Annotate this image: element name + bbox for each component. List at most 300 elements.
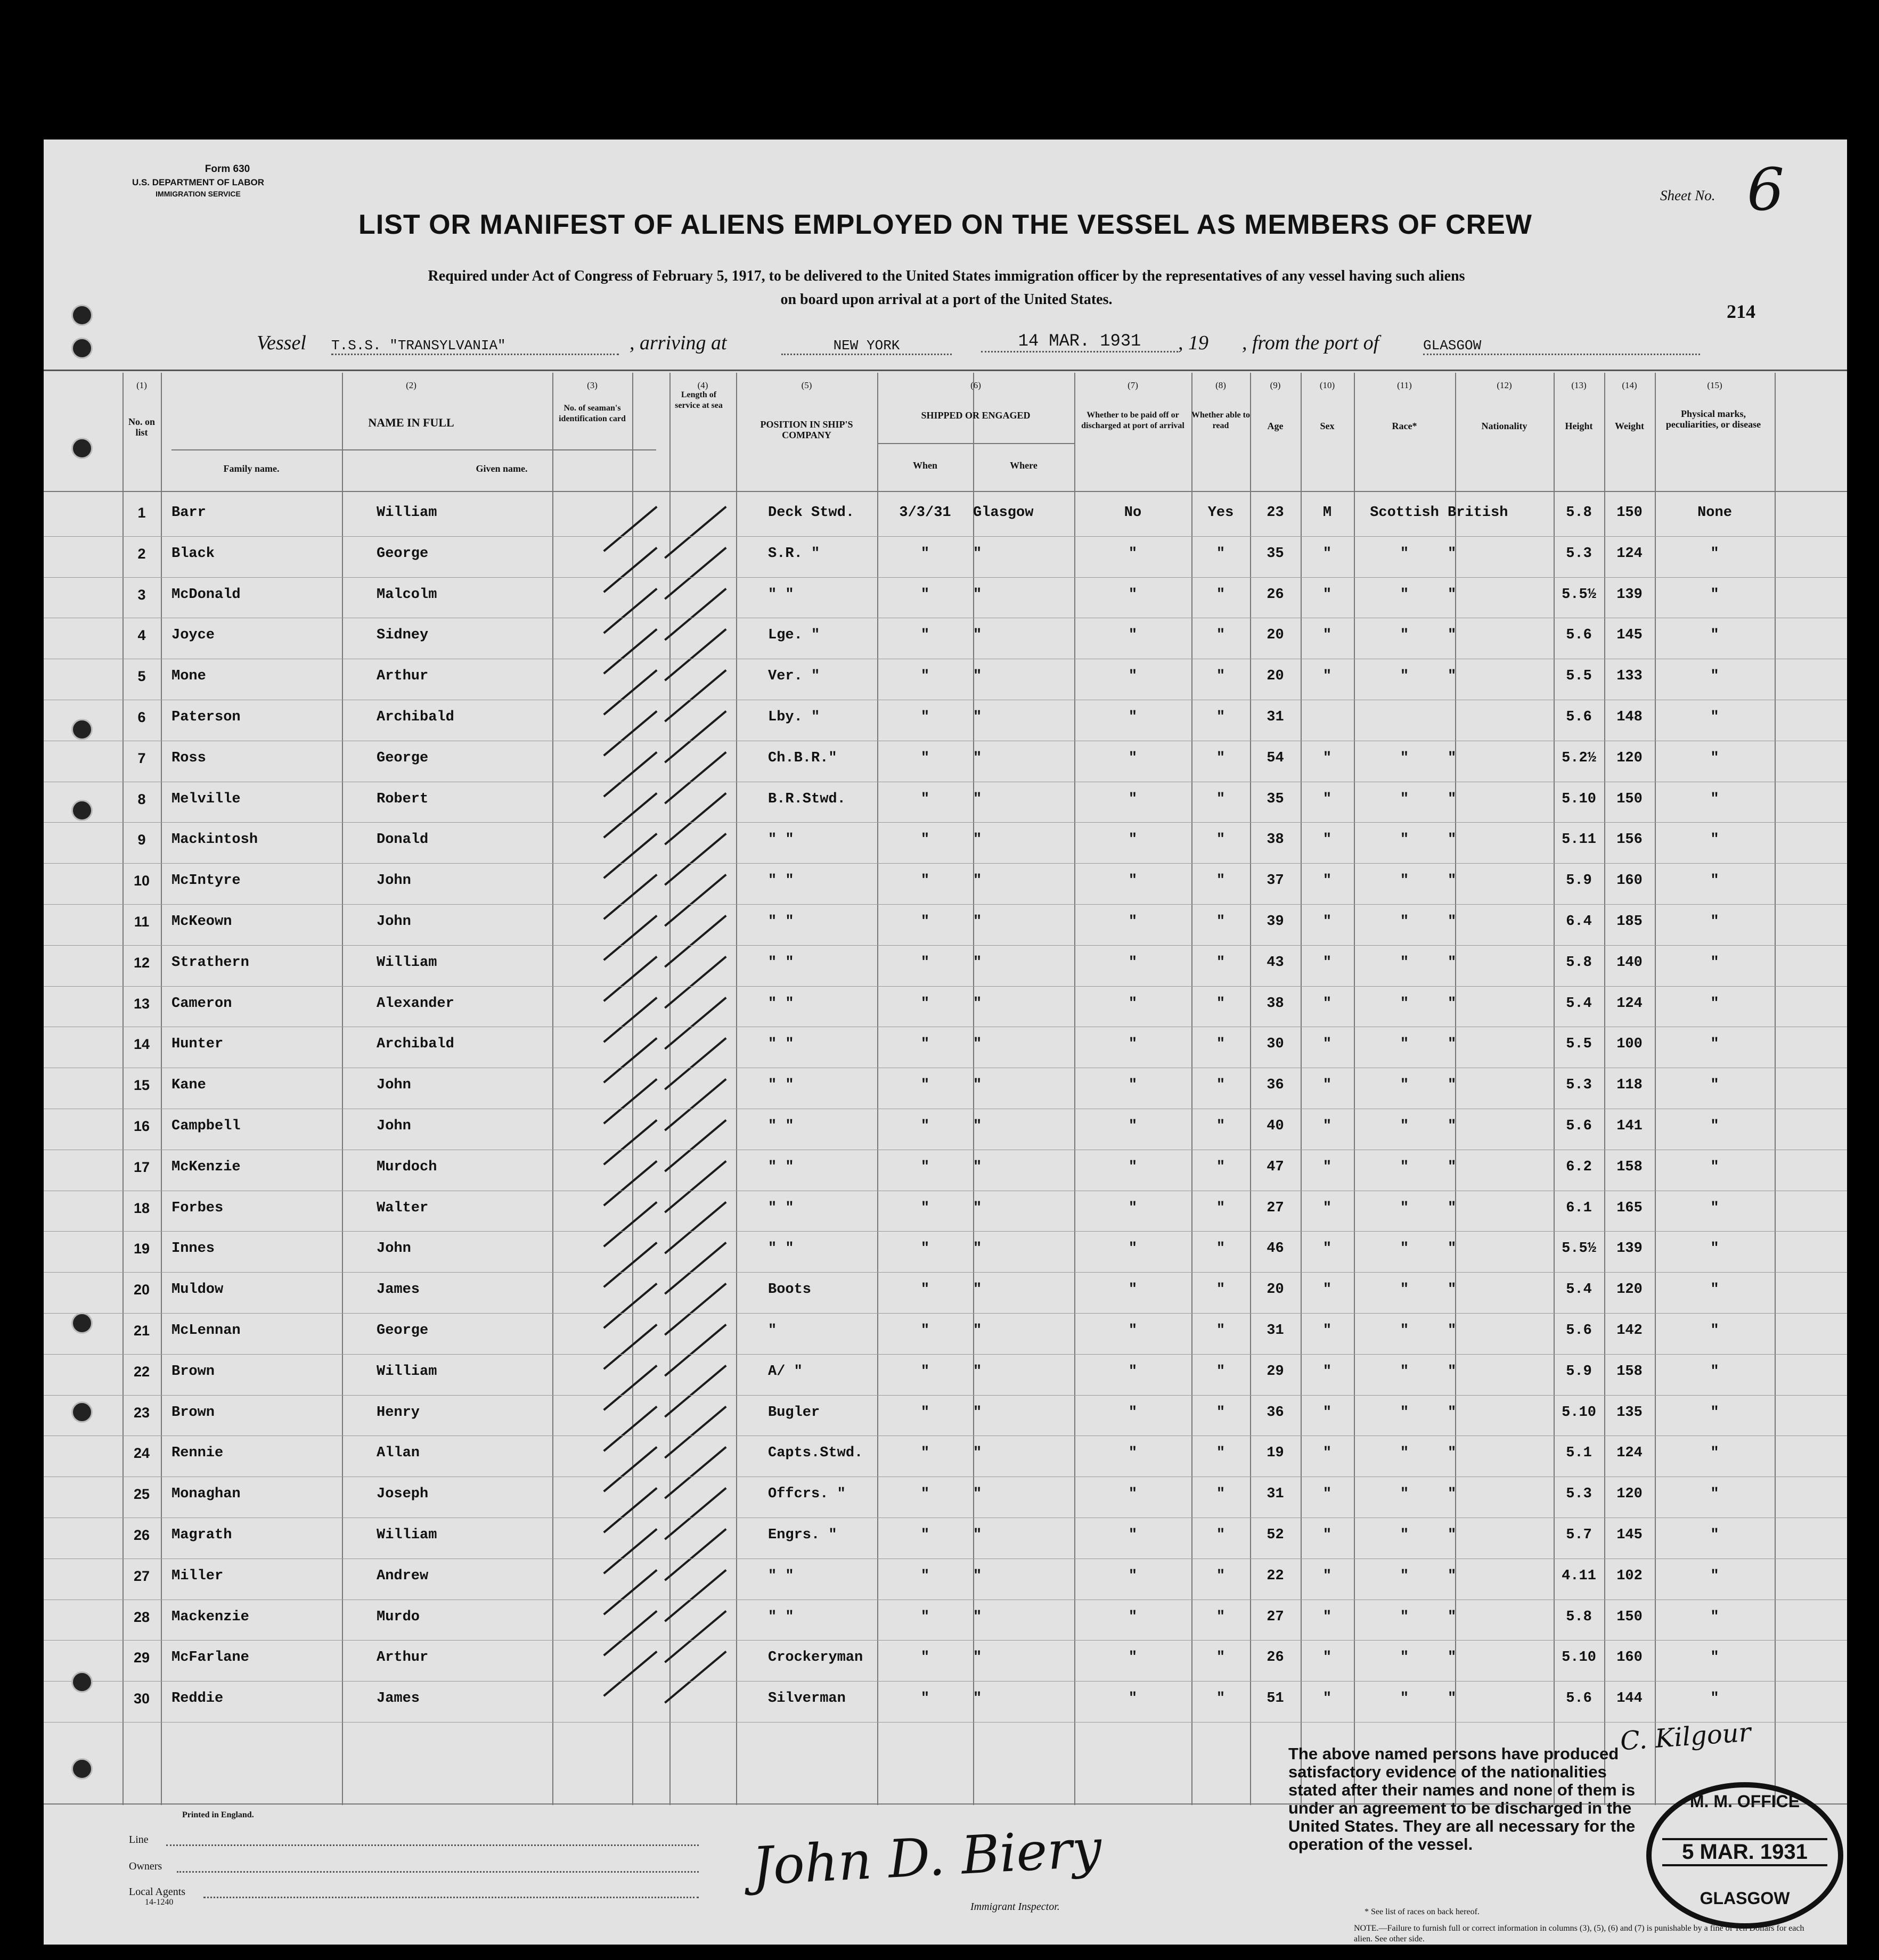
cell-race: " xyxy=(1400,1363,1409,1380)
cell-read: " xyxy=(1216,668,1226,685)
cell-paid: " xyxy=(1128,914,1138,930)
cell-sex: " xyxy=(1322,791,1332,807)
cell-height: 5.4 xyxy=(1566,1282,1592,1298)
owners-label: Owners xyxy=(129,1860,162,1872)
column-divider xyxy=(552,373,553,1805)
cell-weight: 165 xyxy=(1616,1200,1643,1216)
cell-height: 5.6 xyxy=(1566,1118,1592,1134)
pen-slash xyxy=(664,1569,726,1622)
cell-position: " " xyxy=(768,995,794,1012)
cell-height: 5.5½ xyxy=(1562,586,1596,603)
cell-no: 30 xyxy=(133,1691,150,1707)
cell-position: " " xyxy=(768,1609,794,1625)
cell-position: Ver. " xyxy=(768,668,820,685)
cell-weight: 160 xyxy=(1616,1650,1643,1666)
cell-race: " xyxy=(1400,832,1409,848)
column-number: (12) xyxy=(1497,380,1512,390)
column-number: (15) xyxy=(1707,380,1722,390)
header-race: Race* xyxy=(1392,421,1417,431)
pen-slash xyxy=(603,1365,657,1411)
cell-when: " xyxy=(920,1445,930,1462)
pen-slash xyxy=(603,1487,657,1533)
cell-position: Lge. " xyxy=(768,627,820,644)
cell-where: " xyxy=(973,995,982,1012)
cell-no: 10 xyxy=(133,873,150,889)
column-divider xyxy=(669,373,671,1805)
cell-no: 2 xyxy=(137,545,146,562)
pen-slash xyxy=(603,1651,657,1697)
cell-weight: 150 xyxy=(1616,505,1643,521)
cell-race: " xyxy=(1400,1691,1409,1707)
cell-given: John xyxy=(377,1077,411,1094)
cell-family: Rennie xyxy=(171,1445,224,1462)
cell-where: " xyxy=(973,627,982,644)
cell-given: Henry xyxy=(377,1404,420,1421)
vessel-label: Vessel xyxy=(257,332,306,354)
pen-slash xyxy=(664,1242,726,1294)
pen-slash xyxy=(603,956,657,1002)
cell-age: 46 xyxy=(1267,1241,1284,1257)
cell-marks: " xyxy=(1710,954,1719,971)
cell-weight: 102 xyxy=(1616,1568,1643,1584)
pen-slash xyxy=(664,1037,726,1090)
cell-where: " xyxy=(973,873,982,889)
cell-height: 6.1 xyxy=(1566,1200,1592,1216)
cell-race: " xyxy=(1400,1159,1409,1175)
cell-no: 13 xyxy=(133,995,150,1012)
header-nationality: Nationality xyxy=(1481,421,1527,431)
cell-when: " xyxy=(920,914,930,930)
cell-marks: " xyxy=(1710,1036,1719,1053)
cell-position: Bugler xyxy=(768,1404,820,1421)
arriving-label: , arriving at xyxy=(630,332,727,354)
header-age: Age xyxy=(1267,421,1284,431)
cell-height: 5.10 xyxy=(1562,791,1596,807)
row-divider xyxy=(44,1231,1847,1232)
header-seaman-id: No. of seaman's identification card xyxy=(559,404,626,423)
cell-position: Crockeryman xyxy=(768,1650,863,1666)
cell-read: Yes xyxy=(1207,505,1234,521)
cell-marks: " xyxy=(1710,873,1719,889)
cell-paid: " xyxy=(1128,1691,1138,1707)
cell-when: 3/3/31 xyxy=(899,505,951,521)
cell-read: " xyxy=(1216,709,1226,725)
cell-position: Boots xyxy=(768,1282,812,1298)
pen-slash xyxy=(603,628,657,675)
binder-hole xyxy=(71,1671,93,1693)
cell-age: 20 xyxy=(1267,668,1284,685)
cell-marks: " xyxy=(1710,1527,1719,1543)
cell-read: " xyxy=(1216,1077,1226,1094)
cell-where: " xyxy=(973,1486,982,1503)
cell-when: " xyxy=(920,791,930,807)
cell-family: Mackenzie xyxy=(171,1609,249,1625)
cell-marks: " xyxy=(1710,709,1719,725)
cell-read: " xyxy=(1216,1118,1226,1134)
local-agents-field xyxy=(203,1897,699,1898)
pen-slash xyxy=(664,588,726,641)
from-label: , from the port of xyxy=(1242,332,1379,354)
cell-when: " xyxy=(920,954,930,971)
cell-paid: " xyxy=(1128,750,1138,766)
declaration: The above named persons have produced satisfactory evidence of the nationalities stated after their names and none of them is under an agreement to be discharged in the United States. They are all necessary for the operation of the vessel. xyxy=(1288,1744,1636,1854)
binder-hole xyxy=(71,338,93,359)
cell-nationality: " xyxy=(1448,750,1457,766)
cell-paid: " xyxy=(1128,1486,1138,1503)
cell-paid: " xyxy=(1128,709,1138,725)
pen-slash xyxy=(603,1037,657,1084)
cell-position: A/ " xyxy=(768,1363,803,1380)
cell-age: 54 xyxy=(1267,750,1284,766)
pen-slash xyxy=(664,1528,726,1581)
pen-slash xyxy=(664,1160,726,1213)
inspector-label: Immigrant Inspector. xyxy=(970,1901,1060,1913)
cell-height: 5.9 xyxy=(1566,873,1592,889)
cell-marks: " xyxy=(1710,832,1719,848)
pen-slash xyxy=(664,1651,726,1703)
cell-marks: " xyxy=(1710,1077,1719,1094)
from-port: GLASGOW xyxy=(1423,338,1700,355)
cell-no: 16 xyxy=(133,1118,150,1134)
cell-age: 30 xyxy=(1267,1036,1284,1053)
owners-field xyxy=(177,1871,699,1873)
cell-sex: " xyxy=(1322,1363,1332,1380)
cell-read: " xyxy=(1216,1609,1226,1625)
cell-where: " xyxy=(973,1241,982,1257)
cell-nationality: " xyxy=(1448,1282,1457,1298)
column-number: (9) xyxy=(1270,380,1281,390)
cell-nationality: " xyxy=(1448,1691,1457,1707)
cell-age: 22 xyxy=(1267,1568,1284,1584)
header-length-service: Length of service at sea xyxy=(675,390,723,410)
cell-sex: " xyxy=(1322,1323,1332,1339)
cell-age: 31 xyxy=(1267,1486,1284,1503)
cell-marks: " xyxy=(1710,668,1719,685)
header-no-on-list: No. on list xyxy=(128,416,155,438)
pen-slash xyxy=(603,1160,657,1207)
cell-marks: " xyxy=(1710,627,1719,644)
cell-height: 5.5½ xyxy=(1562,1241,1596,1257)
cell-weight: 141 xyxy=(1616,1118,1643,1134)
row-divider xyxy=(44,1313,1847,1314)
cell-weight: 145 xyxy=(1616,1527,1643,1543)
column-number: (2) xyxy=(406,380,416,390)
row-divider xyxy=(44,1640,1847,1641)
cell-where: " xyxy=(973,668,982,685)
header-position: POSITION IN SHIP'S COMPANY xyxy=(760,419,853,440)
pen-slash xyxy=(664,1324,726,1376)
row-divider xyxy=(44,1722,1847,1723)
cell-sex: " xyxy=(1322,1486,1332,1503)
cell-no: 9 xyxy=(137,832,146,848)
cell-sex: " xyxy=(1322,1077,1332,1094)
cell-marks: " xyxy=(1710,1363,1719,1380)
cell-height: 6.2 xyxy=(1566,1159,1592,1175)
cell-when: " xyxy=(920,1200,930,1216)
cell-nationality: " xyxy=(1448,873,1457,889)
cell-sex: " xyxy=(1322,627,1332,644)
row-divider xyxy=(44,577,1847,578)
binder-hole xyxy=(71,1758,93,1779)
cell-given: Donald xyxy=(377,832,429,848)
pen-slash xyxy=(664,833,726,885)
cell-race: " xyxy=(1400,791,1409,807)
cell-weight: 144 xyxy=(1616,1691,1643,1707)
cell-marks: " xyxy=(1710,791,1719,807)
cell-nationality: " xyxy=(1448,1323,1457,1339)
cell-position: Deck Stwd. xyxy=(768,505,855,521)
cell-height: 5.8 xyxy=(1566,954,1592,971)
cell-weight: 142 xyxy=(1616,1323,1643,1339)
subtitle-line-2: on board upon arrival at a port of the United States. xyxy=(780,291,1113,308)
cell-marks: " xyxy=(1710,1486,1719,1503)
column-number: (6) xyxy=(970,380,981,390)
cell-when: " xyxy=(920,1527,930,1543)
column-number: (11) xyxy=(1397,380,1412,390)
binder-hole xyxy=(71,1401,93,1423)
cell-nationality: " xyxy=(1448,1036,1457,1053)
cell-marks: " xyxy=(1710,1159,1719,1175)
cell-when: " xyxy=(920,545,930,562)
cell-position: Lby. " xyxy=(768,709,820,725)
cell-height: 5.8 xyxy=(1566,505,1592,521)
cell-read: " xyxy=(1216,914,1226,930)
cell-no: 5 xyxy=(137,668,146,685)
cell-when: " xyxy=(920,627,930,644)
cell-position: " xyxy=(768,1323,777,1339)
cell-weight: 135 xyxy=(1616,1404,1643,1421)
cell-height: 5.9 xyxy=(1566,1363,1592,1380)
binder-hole xyxy=(71,1313,93,1334)
cell-sex: " xyxy=(1322,1527,1332,1543)
binder-hole xyxy=(71,305,93,326)
cell-given: John xyxy=(377,914,411,930)
cell-marks: " xyxy=(1710,1445,1719,1462)
cell-height: 5.6 xyxy=(1566,1323,1592,1339)
pen-slash xyxy=(603,915,657,961)
cell-weight: 124 xyxy=(1616,1445,1643,1462)
cell-given: Robert xyxy=(377,791,429,807)
cell-paid: " xyxy=(1128,545,1138,562)
column-divider xyxy=(1775,373,1776,1805)
cell-sex: " xyxy=(1322,1691,1332,1707)
cell-race: " xyxy=(1400,1323,1409,1339)
cell-read: " xyxy=(1216,586,1226,603)
cell-where: " xyxy=(973,1282,982,1298)
cell-where: " xyxy=(973,1527,982,1543)
cell-read: " xyxy=(1216,1282,1226,1298)
cell-paid: " xyxy=(1128,1036,1138,1053)
cell-height: 5.10 xyxy=(1562,1650,1596,1666)
column-number: (8) xyxy=(1215,380,1226,390)
cell-family: McKenzie xyxy=(171,1159,241,1175)
arrival-port: NEW YORK xyxy=(781,338,952,355)
cell-read: " xyxy=(1216,545,1226,562)
corner-number: 214 xyxy=(1727,301,1755,322)
cell-given: James xyxy=(377,1282,420,1298)
cell-height: 5.11 xyxy=(1562,832,1596,848)
cell-family: Strathern xyxy=(171,954,249,971)
cell-given: John xyxy=(377,1118,411,1134)
cell-position: " " xyxy=(768,1077,794,1094)
cell-paid: " xyxy=(1128,873,1138,889)
cell-family: McLennan xyxy=(171,1323,241,1339)
printed-note: Printed in England. xyxy=(182,1810,254,1819)
cell-position: Offcrs. " xyxy=(768,1486,846,1503)
cell-no: 15 xyxy=(133,1077,150,1094)
cell-given: Alexander xyxy=(377,995,454,1012)
cell-where: " xyxy=(973,1036,982,1053)
cell-when: " xyxy=(920,1323,930,1339)
cell-weight: 100 xyxy=(1616,1036,1643,1053)
cell-weight: 150 xyxy=(1616,1609,1643,1625)
cell-position: " " xyxy=(768,1118,794,1134)
cell-no: 20 xyxy=(133,1282,150,1298)
column-number: (13) xyxy=(1571,380,1587,390)
cell-nationality: British xyxy=(1448,505,1508,521)
cell-no: 22 xyxy=(133,1363,150,1380)
cell-position: S.R. " xyxy=(768,545,820,562)
cell-read: " xyxy=(1216,1323,1226,1339)
cell-paid: " xyxy=(1128,1609,1138,1625)
cell-when: " xyxy=(920,1404,930,1421)
pen-slash xyxy=(664,1446,726,1499)
cell-paid: " xyxy=(1128,1118,1138,1134)
cell-read: " xyxy=(1216,1159,1226,1175)
pen-slash xyxy=(664,1365,726,1417)
pen-slash xyxy=(664,710,726,763)
cell-marks: " xyxy=(1710,914,1719,930)
cell-paid: " xyxy=(1128,995,1138,1012)
cell-given: James xyxy=(377,1691,420,1707)
cell-where: " xyxy=(973,709,982,725)
shipped-underline xyxy=(877,443,1074,444)
column-number: (3) xyxy=(587,380,598,390)
cell-race: " xyxy=(1400,750,1409,766)
cell-race: " xyxy=(1400,1527,1409,1543)
cell-given: Murdo xyxy=(377,1609,420,1625)
cell-read: " xyxy=(1216,1036,1226,1053)
cell-family: Forbes xyxy=(171,1200,224,1216)
header-given-name: Given name. xyxy=(476,463,528,474)
cell-age: 36 xyxy=(1267,1404,1284,1421)
cell-nationality: " xyxy=(1448,1077,1457,1094)
cell-sex: " xyxy=(1322,1159,1332,1175)
cell-paid: " xyxy=(1128,1241,1138,1257)
cell-age: 38 xyxy=(1267,832,1284,848)
cell-read: " xyxy=(1216,1486,1226,1503)
cell-when: " xyxy=(920,1118,930,1134)
cell-position: B.R.Stwd. xyxy=(768,791,846,807)
cell-race: Scottish xyxy=(1370,505,1439,521)
cell-where: " xyxy=(973,750,982,766)
cell-family: Monaghan xyxy=(171,1486,241,1503)
cell-marks: " xyxy=(1710,1118,1719,1134)
cell-paid: " xyxy=(1128,954,1138,971)
header-shipped: SHIPPED OR ENGAGED xyxy=(921,410,1031,421)
cell-paid: " xyxy=(1128,1404,1138,1421)
cell-when: " xyxy=(920,1077,930,1094)
cell-when: " xyxy=(920,1609,930,1625)
cell-sex: " xyxy=(1322,1445,1332,1462)
cell-age: 20 xyxy=(1267,1282,1284,1298)
cell-age: 31 xyxy=(1267,1323,1284,1339)
cell-no: 7 xyxy=(137,750,146,766)
cell-given: Andrew xyxy=(377,1568,429,1584)
cell-marks: " xyxy=(1710,545,1719,562)
cell-given: William xyxy=(377,954,437,971)
cell-given: George xyxy=(377,1323,429,1339)
cell-nationality: " xyxy=(1448,1159,1457,1175)
cell-family: Miller xyxy=(171,1568,224,1584)
cell-weight: 133 xyxy=(1616,668,1643,685)
pen-slash xyxy=(603,710,657,757)
arrival-date: 14 MAR. 1931 xyxy=(981,331,1178,352)
cell-paid: " xyxy=(1128,586,1138,603)
cell-paid: " xyxy=(1128,1650,1138,1666)
cell-weight: 124 xyxy=(1616,995,1643,1012)
pen-slash xyxy=(603,1406,657,1452)
cell-no: 8 xyxy=(137,791,146,807)
cell-race: " xyxy=(1400,1486,1409,1503)
pen-slash xyxy=(603,547,657,593)
cell-read: " xyxy=(1216,1691,1226,1707)
races-note: * See list of races on back hereof. xyxy=(1365,1907,1480,1916)
pen-slash xyxy=(664,874,726,926)
cell-where: " xyxy=(973,791,982,807)
cell-age: 26 xyxy=(1267,1650,1284,1666)
cell-race: " xyxy=(1400,668,1409,685)
cell-sex: " xyxy=(1322,1650,1332,1666)
cell-when: " xyxy=(920,750,930,766)
cell-marks: " xyxy=(1710,1609,1719,1625)
subtitle xyxy=(124,265,1769,311)
cell-family: Mackintosh xyxy=(171,832,258,848)
cell-family: Kane xyxy=(171,1077,206,1094)
pen-slash xyxy=(603,751,657,798)
cell-marks: " xyxy=(1710,995,1719,1012)
cell-position: Engrs. " xyxy=(768,1527,837,1543)
row-divider xyxy=(44,904,1847,905)
header-where: Where xyxy=(1010,460,1037,471)
pen-slash xyxy=(664,1078,726,1131)
cell-no: 27 xyxy=(133,1568,150,1584)
pen-slash xyxy=(664,1119,726,1172)
cell-paid: " xyxy=(1128,1445,1138,1462)
pen-slash xyxy=(603,588,657,634)
cell-marks: " xyxy=(1710,1282,1719,1298)
cell-marks: " xyxy=(1710,1650,1719,1666)
cell-no: 28 xyxy=(133,1609,150,1625)
header-bottom-rule xyxy=(44,491,1847,492)
form-code: 14-1240 xyxy=(145,1898,174,1907)
cell-where: " xyxy=(973,545,982,562)
cell-family: Campbell xyxy=(171,1118,241,1134)
line-field xyxy=(166,1844,699,1846)
fine-note: NOTE.—Failure to furnish full or correct information in columns (3), (5), (6) and (7) is punishable by a fine of Ten Dollars for each alien. See other side. xyxy=(1354,1924,1804,1943)
subtitle-line-1: Required under Act of Congress of February 5, 1917, to be delivered to the United States immigration officer by the representatives of any vessel having such aliens xyxy=(428,268,1465,284)
cell-age: 23 xyxy=(1267,505,1284,521)
cell-age: 26 xyxy=(1267,586,1284,603)
cell-family: Paterson xyxy=(171,709,241,725)
cell-nationality: " xyxy=(1448,545,1457,562)
cell-given: William xyxy=(377,1527,437,1543)
name-underline xyxy=(171,449,656,450)
cell-family: McDonald xyxy=(171,586,241,603)
cell-position: " " xyxy=(768,914,794,930)
cell-where: " xyxy=(973,586,982,603)
header-physical-marks: Physical marks, peculiarities, or disease xyxy=(1665,408,1761,430)
